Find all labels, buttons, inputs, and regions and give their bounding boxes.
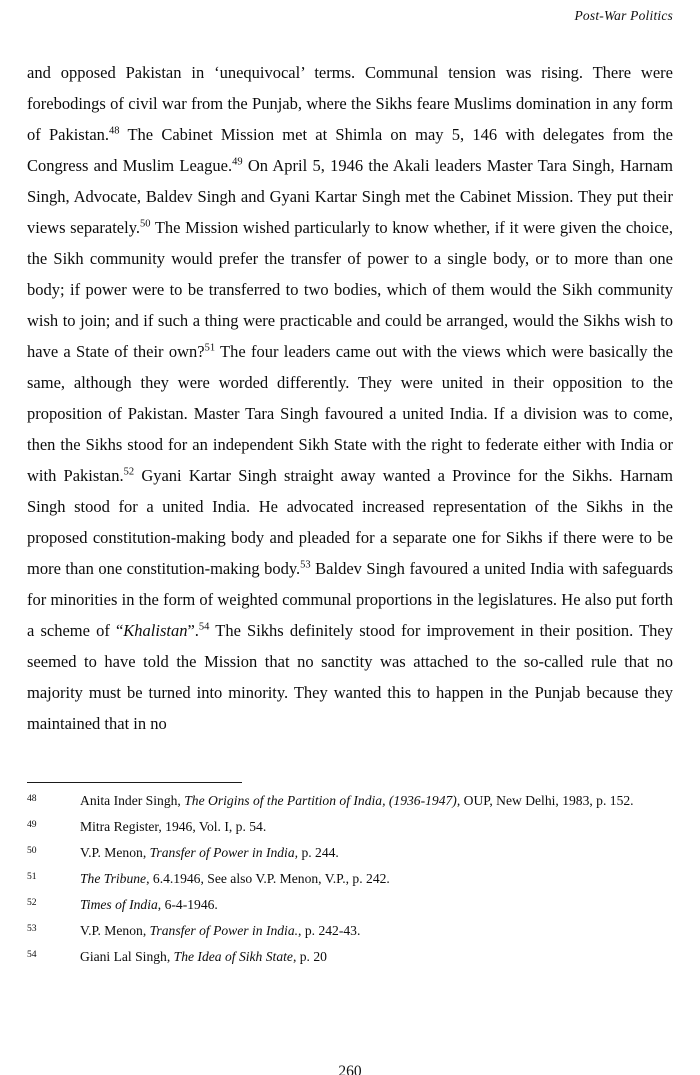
footnote-number[interactable]: 50 [27,845,37,856]
footnote-text-run: Anita Inder Singh, [80,793,185,808]
footnote-reference-48[interactable]: 48 [109,125,120,137]
footnote-number[interactable]: 54 [27,949,37,960]
footnote-number[interactable]: 52 [27,897,37,908]
page-number: 260 [338,1063,362,1075]
footnote-text-run: , p. 20 [292,949,327,964]
footnote-area [27,782,673,974]
body-paragraph [27,57,673,739]
footnote-text-run: Mitra Register, 1946, Vol. I, p. 54. [80,819,267,834]
body-text-run: On April 5, 1946 the Akali leaders Master Tara Singh, Harnam Singh, Advocate, Baldev Singh and Gyani Kartar Singh met the Cabinet Mission. They put their views separately. [27,156,673,237]
body-text-run: The Cabinet Mission met at Shimla on may 5, 146 with delegates from the Congress and Muslim League. [27,125,673,175]
body-text-run: The Sikhs definitely stood for improvement in their position. They seemed to have told the Mission that no sanctity was attached to the so-called rule that no majority must be turned into minority. They wanted this to happen in the Punjab because they maintained that in no [27,621,673,733]
footnote-text-run: , OUP, New Delhi, 1983, p. 152. [456,793,634,808]
footnote-entry [27,844,673,863]
footnote-text-run: , 6-4-1946. [157,897,218,912]
footnote-list [27,792,673,967]
footnote-entry [27,818,673,837]
footnote-text [80,949,327,964]
footnote-number[interactable]: 49 [27,819,37,830]
footnote-separator-rule [27,782,242,783]
footnote-entry [27,870,673,889]
footnote-text [80,923,360,938]
body-text-block [27,57,673,739]
footnote-entry [27,896,673,915]
body-text-run: ”. [187,621,199,640]
footnote-reference-49[interactable]: 49 [232,156,243,168]
body-text-run: Gyani Kartar Singh straight away wanted a Province for the Sikhs. Harnam Singh stood for a united India. He advocated increased representation of the Sikhs in the proposed constitution-making body and pleaded for a separate one for Sikhs if there were to be more than one constitution-making body. [27,466,673,578]
footnote-text-run: V.P. Menon, [80,923,150,938]
footnote-reference-51[interactable]: 51 [204,342,216,354]
footnote-reference-52[interactable]: 52 [123,466,135,478]
footnote-entry [27,922,673,941]
footnote-text-run: p. 244. [298,845,339,860]
footnote-number[interactable]: 51 [27,871,37,882]
footnote-title-italic: Transfer of Power in India, [149,845,299,860]
footnote-text [80,845,339,860]
footnote-title-italic: Times of India [80,897,158,912]
footnote-text [80,897,218,912]
footnote-reference-50[interactable]: 50 [140,218,151,230]
footnote-number[interactable]: 53 [27,923,37,934]
footnote-number[interactable]: 48 [27,793,37,804]
running-header: Post-War Politics [574,8,673,23]
body-text-run: The Mission wished particularly to know whether, if it were given the choice, the Sikh community would prefer the transfer of power to a single body, or to more than one body; if power were to be transferred to two bodies, which of them would the Sikh community wish to join; and if such a thing were practicable and could be arranged, would the Sikhs wish to have a State of their own? [27,218,673,361]
footnote-title-italic: The Tribune [80,871,147,886]
footnote-text-run: , p. 242-43. [298,923,361,938]
footnote-reference-53[interactable]: 53 [300,559,311,571]
footnote-title-italic: Transfer of Power in India. [149,923,299,938]
footnote-text [80,793,634,808]
body-text-run: The four leaders came out with the views which were basically the same, although they were worded differently. They were united in their opposition to the proposition of Pakistan. Master Tara Singh favoured a united India. If a division was to come, then the Sikhs stood for an independent Sikh State with the right to federate either with India or with Pakistan. [27,342,673,485]
body-text-run: Baldev Singh favoured a united India with safeguards for minorities in the form of weighted communal proportions in the legislatures. He also put forth a scheme of “ [27,559,673,640]
footnote-title-italic: The Origins of the Partition of India, (1936-1947) [184,793,457,808]
footnote-entry [27,792,673,811]
footnote-entry [27,948,673,967]
footnote-text-run: V.P. Menon, [80,845,150,860]
emphasized-term: Khalistan [123,621,188,640]
footnote-text [80,819,266,834]
footnote-reference-54[interactable]: 54 [198,621,210,633]
footnote-text-run: Giani Lal Singh, [80,949,174,964]
footnote-text-run: , 6.4.1946, See also V.P. Menon, V.P., p. 242. [146,871,390,886]
footnote-text [80,871,390,886]
footnote-title-italic: The Idea of Sikh State [173,949,293,964]
body-text-run: and opposed Pakistan in ‘unequivocal’ terms. Communal tension was rising. There were forebodings of civil war from the Punjab, where the Sikhs feare Muslims domination in any form of Pakistan. [27,63,673,144]
